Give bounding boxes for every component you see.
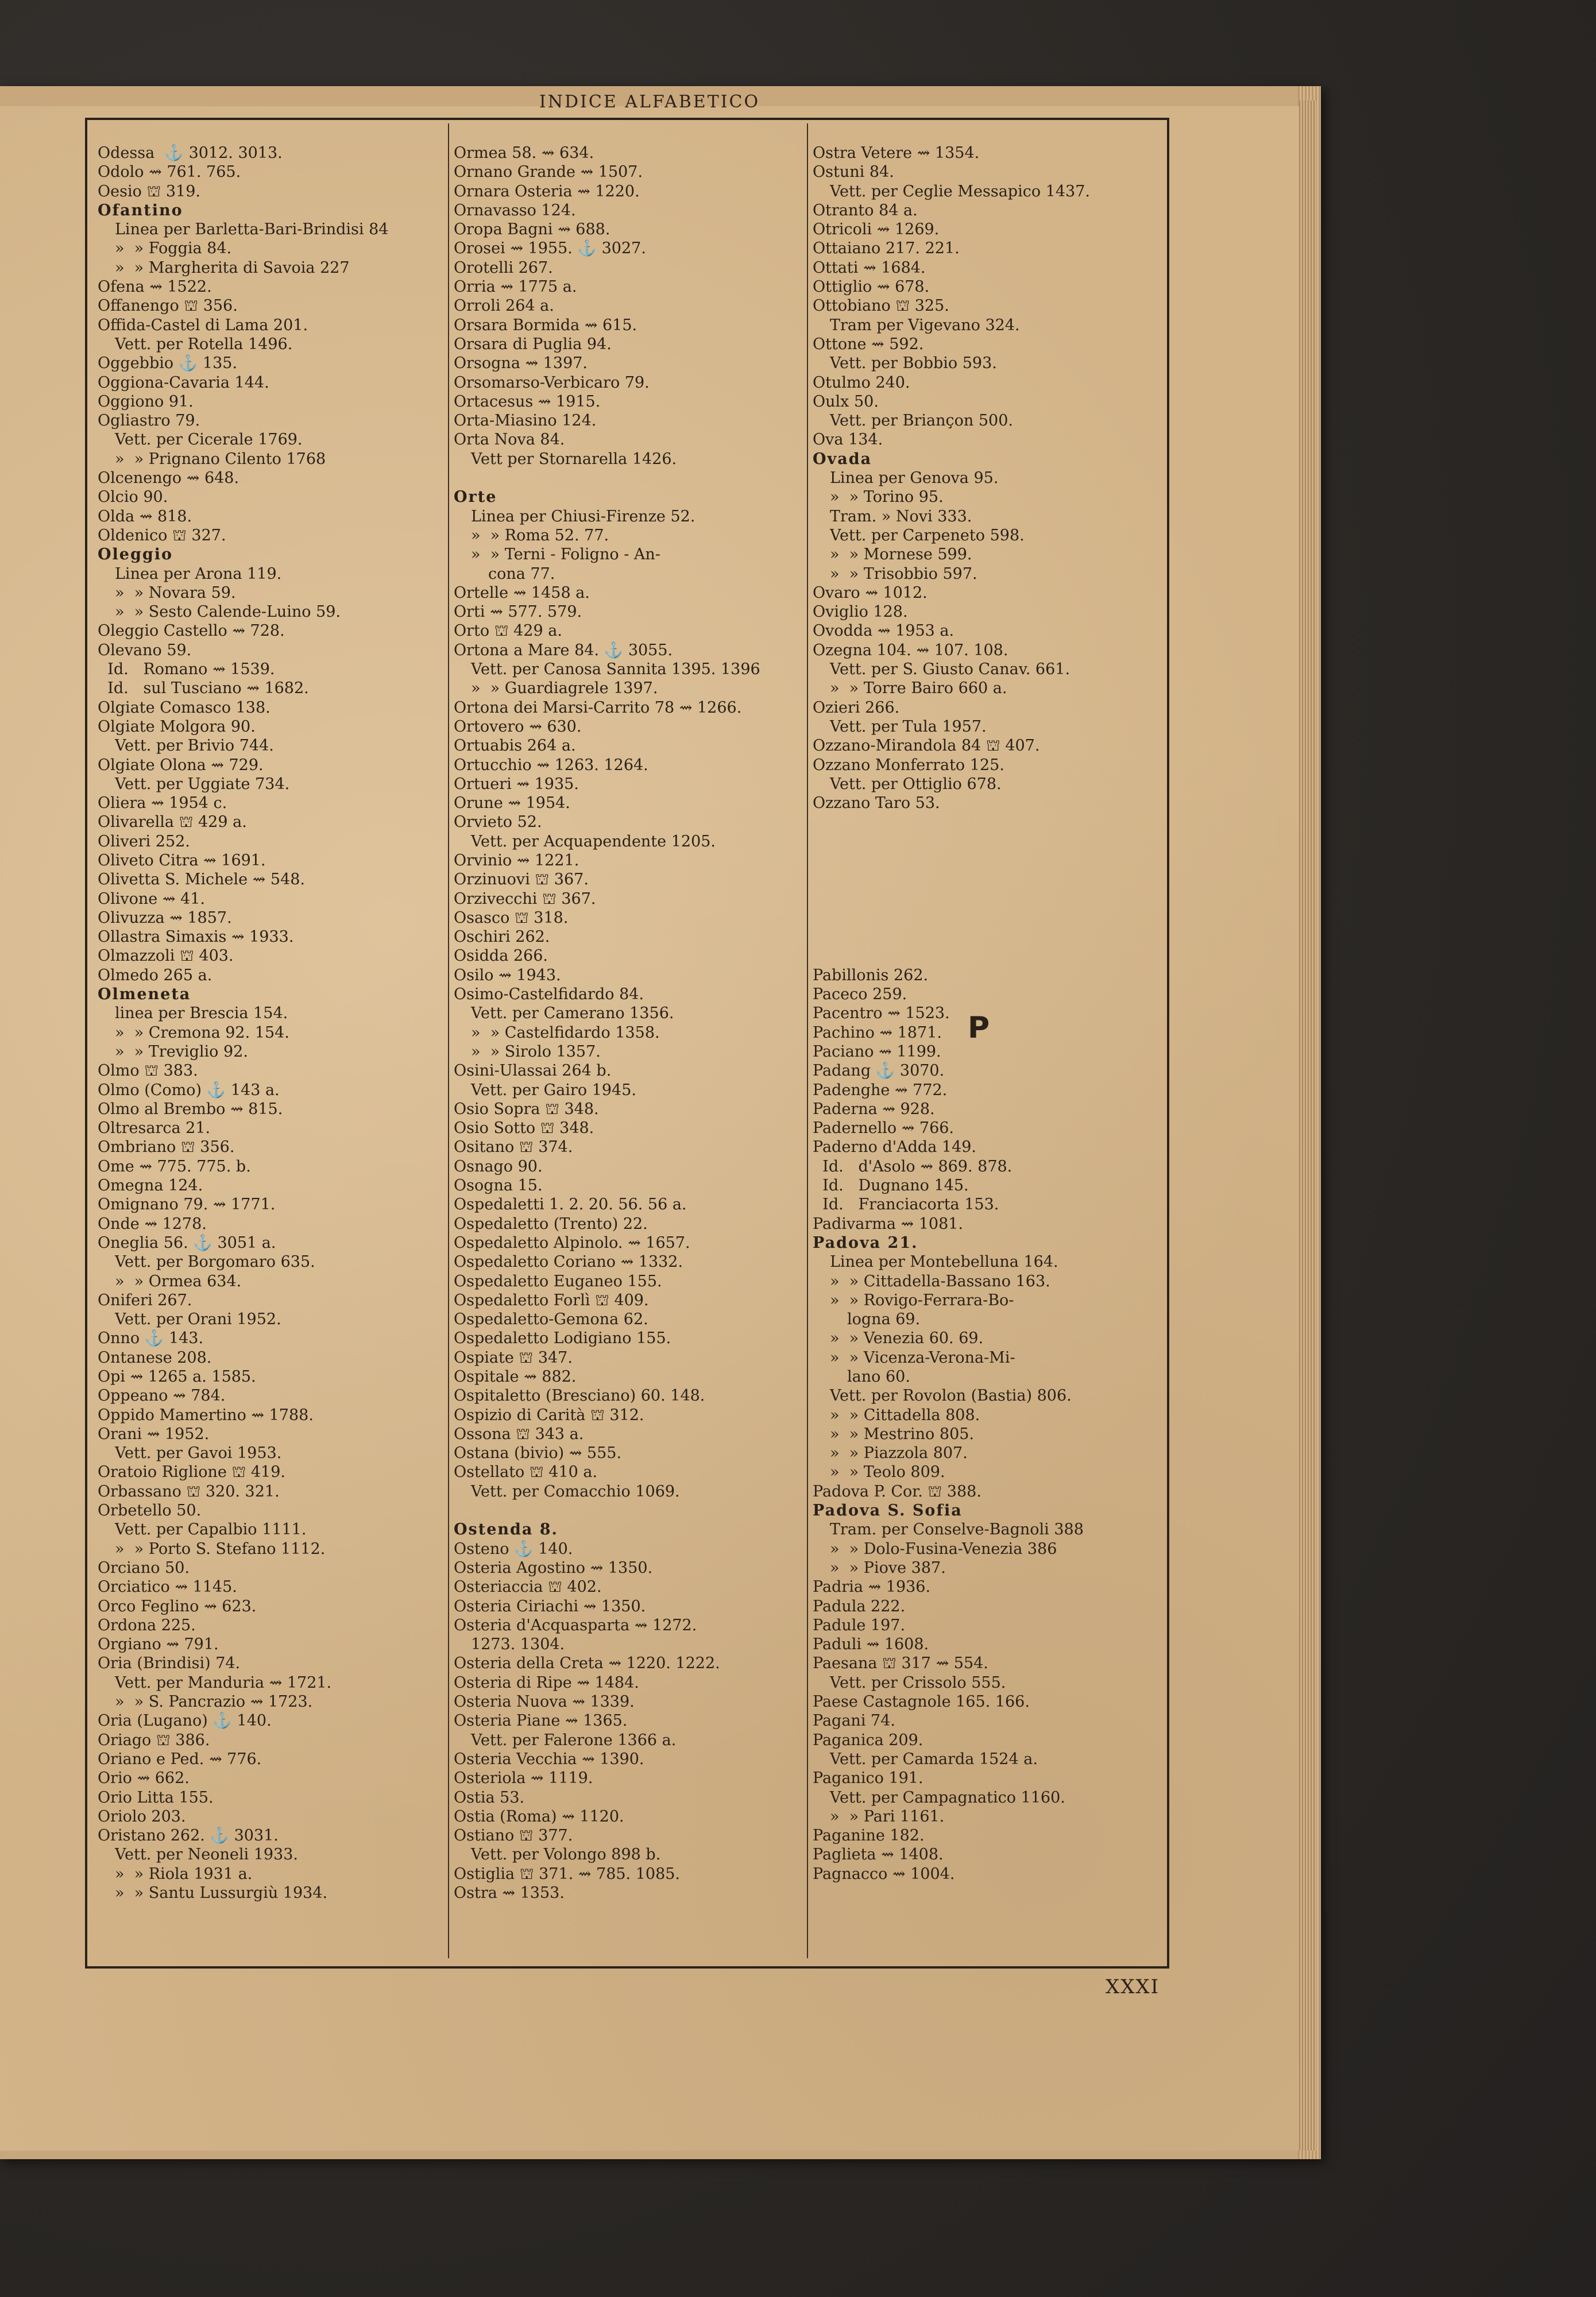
index-entry: Olevano 59. [98, 641, 192, 659]
index-entry: » » Cremona 92. 154. [115, 1023, 289, 1042]
index-entry: Oneglia 56. ⚓ 3051 a. [98, 1233, 276, 1252]
index-entry: Padenghe ⇝ 772. [813, 1081, 948, 1099]
index-entry: Orio Litta 155. [98, 1788, 214, 1807]
index-entry: linea per Brescia 154. [115, 1004, 288, 1023]
spacer [813, 813, 1157, 832]
index-entry: Oesio ⛫ 319. [98, 182, 200, 200]
spacer [813, 946, 1157, 965]
index-entry: Ostellato ⛫ 410 a. [454, 1463, 598, 1482]
heading-text: Olmeneta [98, 985, 191, 1004]
column-divider [807, 123, 808, 1958]
index-entry: Offida-Castel di Lama 201. [98, 316, 308, 334]
index-heading [813, 1233, 1157, 1252]
index-entry: Vett. per Neoneli 1933. [115, 1846, 298, 1864]
index-column-2 [454, 144, 798, 1902]
index-entry: Osasco ⛫ 318. [454, 908, 569, 927]
index-entry: Oropa Bagni ⇝ 688. [454, 221, 610, 239]
index-entry: » » Prignano Cilento 1768 [115, 450, 326, 468]
index-entry: Ova 134. [813, 431, 883, 449]
index-entry: Vett. per Crissolo 555. [830, 1673, 1006, 1692]
index-entry: Pagnacco ⇝ 1004. [813, 1865, 955, 1883]
index-entry: » » Foggia 84. [115, 239, 232, 258]
index-entry: Osilo ⇝ 1943. [454, 966, 561, 984]
index-entry: Ovodda ⇝ 1953 a. [813, 622, 954, 640]
index-entry: Vett. per Ceglie Messapico 1437. [830, 182, 1090, 200]
index-entry: Ospedaletto Alpinolo. ⇝ 1657. [454, 1233, 690, 1252]
index-column-1 [98, 144, 439, 1902]
index-entry: Oria (Brindisi) 74. [98, 1654, 241, 1673]
index-entry: Ordona 225. [98, 1616, 196, 1634]
index-entry: » » Cittadella-Bassano 163. [830, 1272, 1050, 1290]
index-entry: Orzinuovi ⛫ 367. [454, 871, 589, 889]
index-entry: » » Castelfidardo 1358. [471, 1023, 660, 1042]
index-entry: Ostiglia ⛫ 371. ⇝ 785. 1085. [454, 1865, 681, 1883]
index-entry: Ovaro ⇝ 1012. [813, 583, 928, 602]
index-entry: Ostia 53. [454, 1788, 525, 1807]
index-entry: Ortona a Mare 84. ⚓ 3055. [454, 641, 673, 659]
index-entry: Olmazzoli ⛫ 403. [98, 947, 234, 965]
index-entry: Ortelle ⇝ 1458 a. [454, 583, 590, 602]
index-entry: Padivarma ⇝ 1081. [813, 1215, 964, 1233]
index-entry: Osteria della Creta ⇝ 1220. 1222. [454, 1654, 720, 1673]
index-entry: Osio Sopra ⛫ 348. [454, 1100, 599, 1118]
index-entry: Otulmo 240. [813, 373, 910, 392]
index-entry: Osidda 266. [454, 947, 548, 965]
index-entry: Oleggio Castello ⇝ 728. [98, 622, 285, 640]
index-entry: Olivuzza ⇝ 1857. [98, 908, 232, 927]
index-entry: Oggebbio ⚓ 135. [98, 354, 238, 373]
index-entry: » » Sesto Calende-Luino 59. [115, 603, 341, 621]
index-entry: Paganico 191. [813, 1769, 923, 1788]
index-entry: Ottobiano ⛫ 325. [813, 297, 949, 315]
index-entry: Ortueri ⇝ 1935. [454, 775, 579, 793]
index-entry: Vett. per Brivio 744. [115, 737, 274, 755]
page-stack-edge [1299, 100, 1316, 2151]
index-entry: Opi ⇝ 1265 a. 1585. [98, 1368, 256, 1386]
index-entry: Paglieta ⇝ 1408. [813, 1846, 944, 1864]
index-entry: » » Trisobbio 597. [830, 564, 977, 583]
index-entry: logna 69. [847, 1310, 921, 1329]
index-entry: Ortacesus ⇝ 1915. [454, 392, 601, 411]
index-entry: Oniferi 267. [98, 1291, 192, 1309]
heading-text: Padova S. Sofia [813, 1502, 963, 1520]
index-entry: » » Roma 52. 77. [471, 526, 609, 544]
index-entry: Ossona ⛫ 343 a. [454, 1425, 584, 1443]
heading-text: Oleggio [98, 546, 173, 564]
index-entry: Ombriano ⛫ 356. [98, 1138, 235, 1157]
index-entry: Linea per Barletta-Bari-Brindisi 84 [115, 221, 389, 239]
index-entry: Oggiona-Cavaria 144. [98, 373, 269, 392]
index-entry: Orvinio ⇝ 1221. [454, 851, 579, 869]
index-entry: Otranto 84 a. [813, 201, 918, 219]
index-entry: Orta Nova 84. [454, 431, 565, 449]
index-entry: Olgiate Comasco 138. [98, 698, 270, 717]
index-entry: Ottaiano 217. 221. [813, 239, 960, 258]
index-entry: Oriago ⛫ 386. [98, 1731, 210, 1749]
index-entry: Paciano ⇝ 1199. [813, 1042, 941, 1061]
index-entry: Padova P. Cor. ⛫ 388. [813, 1482, 981, 1501]
page-header: INDICE ALFABETICO [539, 92, 760, 112]
index-entry: Vett. per Tula 1957. [830, 717, 987, 736]
index-entry: Paganine 182. [813, 1827, 925, 1845]
index-entry: Orbassano ⛫ 320. 321. [98, 1482, 280, 1501]
index-entry: Osteria d'Acquasparta ⇝ 1272. [454, 1616, 697, 1634]
index-entry: » » Vicenza-Verona-Mi- [830, 1348, 1015, 1367]
index-entry: Osteria Agostino ⇝ 1350. [454, 1559, 653, 1577]
index-entry: Vett. per Carpeneto 598. [830, 526, 1025, 544]
index-entry: Vett. per Canosa Sannita 1395. 1396 [471, 660, 760, 679]
index-entry: Oppido Mamertino ⇝ 1788. [98, 1406, 314, 1424]
index-heading [454, 1520, 798, 1539]
index-entry: Oldenico ⛫ 327. [98, 526, 226, 544]
index-entry: Odessa ⚓ 3012. 3013. [98, 144, 283, 162]
index-entry: Osteria Ciriachi ⇝ 1350. [454, 1597, 646, 1615]
index-entry: Orto ⛫ 429 a. [454, 622, 562, 640]
index-entry: Orta-Miasino 124. [454, 412, 597, 430]
index-entry: » » Teolo 809. [830, 1463, 945, 1482]
index-entry: Orciatico ⇝ 1145. [98, 1578, 237, 1596]
spacer [454, 469, 798, 488]
index-entry: Oristano 262. ⚓ 3031. [98, 1827, 279, 1845]
index-entry: Vett. per Capalbio 1111. [115, 1521, 307, 1539]
index-entry: Olcio 90. [98, 488, 168, 506]
index-entry: Linea per Chiusi-Firenze 52. [471, 507, 695, 525]
index-entry: Olmo ⛫ 383. [98, 1062, 198, 1080]
index-entry: Linea per Montebelluna 164. [830, 1253, 1058, 1271]
index-entry: Ospedaletto-Gemona 62. [454, 1310, 648, 1329]
index-entry: Osteria di Ripe ⇝ 1484. [454, 1673, 639, 1692]
index-entry: Orbetello 50. [98, 1502, 202, 1520]
index-entry: Orsara di Puglia 94. [454, 335, 612, 353]
index-entry: » » Porto S. Stefano 1112. [115, 1540, 326, 1558]
index-entry: Vett. per Volongo 898 b. [471, 1846, 661, 1864]
index-entry: » » Ormea 634. [115, 1272, 242, 1290]
index-entry: Orsomarso-Verbicaro 79. [454, 373, 650, 392]
index-entry: Ospizio di Carità ⛫ 312. [454, 1406, 644, 1424]
index-entry: Ottiglio ⇝ 678. [813, 278, 930, 296]
index-entry: Vett. per Manduria ⇝ 1721. [115, 1673, 332, 1692]
index-entry: » » Treviglio 92. [115, 1042, 248, 1061]
index-entry: Oria (Lugano) ⚓ 140. [98, 1712, 272, 1730]
index-entry: Oschiri 262. [454, 928, 550, 946]
index-entry: Osogna 15. [454, 1177, 543, 1195]
index-entry: » » Pari 1161. [830, 1807, 945, 1826]
heading-text: Ovada [813, 450, 872, 468]
index-entry: Linea per Arona 119. [115, 564, 282, 583]
index-entry: Padria ⇝ 1936. [813, 1578, 931, 1596]
index-entry: Id. Dugnano 145. [813, 1177, 969, 1195]
index-entry: Vett. per Comacchio 1069. [471, 1482, 680, 1501]
index-entry: Omegna 124. [98, 1177, 203, 1195]
spacer [454, 1501, 798, 1520]
heading-text: Ofantino [98, 201, 183, 219]
index-entry: Ospiate ⛫ 347. [454, 1348, 573, 1367]
index-entry: Vett. per S. Giusto Canav. 661. [830, 660, 1071, 679]
index-entry: Padula 222. [813, 1597, 906, 1615]
index-entry: » » Piazzola 807. [830, 1444, 968, 1463]
index-entry: Osio Sotto ⛫ 348. [454, 1119, 594, 1138]
index-entry: Osteria Piane ⇝ 1365. [454, 1712, 628, 1730]
index-entry: » » Sirolo 1357. [471, 1042, 601, 1061]
index-entry: Ortucchio ⇝ 1263. 1264. [454, 756, 648, 774]
index-entry: Vett. per Gavoi 1953. [115, 1444, 282, 1463]
section-letter: P [968, 1011, 990, 1045]
index-entry: Ospitale ⇝ 882. [454, 1368, 577, 1386]
index-entry: Paderno d'Adda 149. [813, 1138, 977, 1157]
index-entry: Ospedaletto Lodigiano 155. [454, 1329, 671, 1348]
index-entry: Ospedaletto Coriano ⇝ 1332. [454, 1253, 683, 1271]
index-entry: Vett. per Ottiglio 678. [830, 775, 1002, 793]
index-entry: Osteriola ⇝ 1119. [454, 1769, 593, 1788]
index-entry: Orio ⇝ 662. [98, 1769, 190, 1788]
index-entry: Ozzano-Mirandola 84 ⛫ 407. [813, 737, 1040, 755]
index-entry: Orune ⇝ 1954. [454, 794, 570, 813]
index-entry: Osnago 90. [454, 1157, 543, 1175]
index-entry: Ospitaletto (Bresciano) 60. 148. [454, 1387, 705, 1405]
index-entry: Olmo al Brembo ⇝ 815. [98, 1100, 283, 1118]
index-entry: Olcenengo ⇝ 648. [98, 469, 239, 488]
index-heading [98, 985, 439, 1004]
index-entry: Paderna ⇝ 928. [813, 1100, 935, 1118]
index-entry: » » Mornese 599. [830, 546, 972, 564]
index-entry: Osini-Ulassai 264 b. [454, 1062, 612, 1080]
index-entry: » » S. Pancrazio ⇝ 1723. [115, 1693, 313, 1711]
index-entry: Ozieri 266. [813, 698, 900, 717]
index-entry: Id. Franciacorta 153. [813, 1196, 999, 1214]
index-entry: Vett. per Cicerale 1769. [115, 431, 303, 449]
index-entry: Osteriaccia ⛫ 402. [454, 1578, 602, 1596]
index-entry: Ormea 58. ⇝ 634. [454, 144, 594, 162]
index-entry: Ositano ⛫ 374. [454, 1138, 573, 1157]
index-entry: Ogliastro 79. [98, 412, 200, 430]
index-entry: » » Novara 59. [115, 583, 236, 602]
index-entry: Ontanese 208. [98, 1348, 212, 1367]
spacer [813, 851, 1157, 870]
index-entry: Vett. per Bobbio 593. [830, 354, 997, 373]
index-entry: Olivarella ⛫ 429 a. [98, 813, 247, 832]
index-entry: Vett. per Camarda 1524 a. [830, 1750, 1038, 1768]
index-entry: Orsogna ⇝ 1397. [454, 354, 588, 373]
index-entry: Ozzano Monferrato 125. [813, 756, 1004, 774]
spacer [813, 908, 1157, 927]
index-entry: Olmedo 265 a. [98, 966, 212, 984]
index-entry: Ottone ⇝ 592. [813, 335, 924, 353]
index-entry: » » Riola 1931 a. [115, 1865, 253, 1883]
index-entry: Offanengo ⛫ 356. [98, 297, 238, 315]
index-entry: » » Santu Lussurgiù 1934. [115, 1884, 328, 1902]
index-entry: Vett. per Briançon 500. [830, 412, 1013, 430]
index-entry: Ospedaletto Euganeo 155. [454, 1272, 662, 1290]
index-entry: Vett. per Gairo 1945. [471, 1081, 636, 1099]
index-entry: » » Venezia 60. 69. [830, 1329, 984, 1348]
index-entry: Vett. per Rotella 1496. [115, 335, 293, 353]
index-entry: Orria ⇝ 1775 a. [454, 278, 577, 296]
index-entry: Paesana ⛫ 317 ⇝ 554. [813, 1654, 988, 1673]
index-entry: Pacentro ⇝ 1523. [813, 1004, 950, 1023]
index-entry: Ortona dei Marsi-Carrito 78 ⇝ 1266. [454, 698, 742, 717]
index-entry: Ostia (Roma) ⇝ 1120. [454, 1807, 624, 1826]
index-entry: Onno ⚓ 143. [98, 1329, 204, 1348]
index-entry: Orvieto 52. [454, 813, 542, 832]
index-entry: Ornavasso 124. [454, 201, 576, 219]
index-entry: » » Guardiagrele 1397. [471, 679, 658, 698]
index-heading [98, 201, 439, 220]
index-entry: Tram. per Conselve-Bagnoli 388 [830, 1521, 1084, 1539]
index-entry: » » Mestrino 805. [830, 1425, 975, 1443]
index-entry: Ozzano Taro 53. [813, 794, 940, 813]
index-entry: Osimo-Castelfidardo 84. [454, 985, 644, 1004]
index-entry: Ostana (bivio) ⇝ 555. [454, 1444, 622, 1463]
index-heading [98, 545, 439, 564]
index-heading [813, 450, 1157, 469]
index-entry: Oliera ⇝ 1954 c. [98, 794, 227, 813]
index-entry: Ostra ⇝ 1353. [454, 1884, 565, 1902]
index-entry: Vett. per Orani 1952. [115, 1310, 281, 1329]
index-heading [813, 1501, 1157, 1520]
index-entry: Id. d'Asolo ⇝ 869. 878. [813, 1157, 1013, 1175]
index-entry: Paese Castagnole 165. 166. [813, 1693, 1030, 1711]
index-entry: Ottati ⇝ 1684. [813, 258, 926, 277]
index-entry: Orgiano ⇝ 791. [98, 1635, 219, 1654]
spacer [813, 870, 1157, 889]
index-entry: Orco Feglino ⇝ 623. [98, 1597, 257, 1615]
index-entry: Otricoli ⇝ 1269. [813, 221, 940, 239]
index-entry: Orciano 50. [98, 1559, 190, 1577]
index-entry: Oviglio 128. [813, 603, 908, 621]
index-entry: Oriano e Ped. ⇝ 776. [98, 1750, 262, 1768]
index-entry: Oliveri 252. [98, 832, 190, 850]
index-entry: Orti ⇝ 577. 579. [454, 603, 582, 621]
index-entry: Oltresarca 21. [98, 1119, 211, 1138]
index-entry: » » Margherita di Savoia 227 [115, 258, 350, 277]
index-entry: » » Terni - Foligno - An- [471, 546, 660, 564]
index-entry: Vett. per Camerano 1356. [471, 1004, 674, 1023]
index-entry: Ornara Osteria ⇝ 1220. [454, 182, 640, 200]
page-number: XXXI [1106, 1975, 1160, 1998]
index-entry: Osteno ⚓ 140. [454, 1540, 573, 1558]
index-entry: Osteria Vecchia ⇝ 1390. [454, 1750, 644, 1768]
index-entry: » » Piove 387. [830, 1559, 946, 1577]
index-entry: Paduli ⇝ 1608. [813, 1635, 929, 1654]
index-entry: Oriolo 203. [98, 1807, 186, 1826]
index-entry: Id. sul Tusciano ⇝ 1682. [98, 679, 309, 698]
index-entry: » » Torino 95. [830, 488, 944, 506]
index-entry: Padule 197. [813, 1616, 906, 1634]
index-entry: Padernello ⇝ 766. [813, 1119, 954, 1138]
index-entry: Orroli 264 a. [454, 297, 554, 315]
index-entry: Olgiate Molgora 90. [98, 717, 256, 736]
heading-text: Ostenda 8. [454, 1521, 558, 1539]
index-entry: Linea per Genova 95. [830, 469, 999, 488]
index-entry: Olmo (Como) ⚓ 143 a. [98, 1081, 280, 1099]
index-entry: Vett. per Rovolon (Bastia) 806. [830, 1387, 1072, 1405]
index-entry: Ospedaletto Forlì ⛫ 409. [454, 1291, 649, 1309]
index-entry: Onde ⇝ 1278. [98, 1215, 207, 1233]
index-entry: » » Cittadella 808. [830, 1406, 980, 1424]
index-entry: Vett per Stornarella 1426. [471, 450, 677, 468]
index-entry: Pachino ⇝ 1871. [813, 1023, 942, 1042]
index-entry: Olgiate Olona ⇝ 729. [98, 756, 264, 774]
index-entry: Ospedaletti 1. 2. 20. 56. 56 a. [454, 1196, 687, 1214]
index-entry: Osteria Nuova ⇝ 1339. [454, 1693, 635, 1711]
index-entry: Orzivecchi ⛫ 367. [454, 890, 596, 908]
index-entry: » » Torre Bairo 660 a. [830, 679, 1007, 698]
index-entry: Orsara Bormida ⇝ 615. [454, 316, 637, 334]
index-entry: Pagani 74. [813, 1712, 895, 1730]
index-entry: » » Dolo-Fusina-Venezia 386 [830, 1540, 1057, 1558]
index-entry: Ome ⇝ 775. 775. b. [98, 1157, 251, 1175]
index-entry: 1273. 1304. [471, 1635, 565, 1654]
index-entry: Ortuabis 264 a. [454, 737, 576, 755]
column-divider [448, 123, 449, 1958]
index-entry: » » Rovigo-Ferrara-Bo- [830, 1291, 1014, 1309]
index-entry: lano 60. [847, 1368, 910, 1386]
index-entry: Olda ⇝ 818. [98, 507, 192, 525]
index-entry: Ostiano ⛫ 377. [454, 1827, 573, 1845]
index-entry: Padang ⚓ 3070. [813, 1062, 945, 1080]
index-entry: Id. Romano ⇝ 1539. [98, 660, 275, 679]
index-entry: Oratoio Riglione ⛫ 419. [98, 1463, 285, 1482]
index-entry: Ostuni 84. [813, 163, 894, 181]
index-entry: Vett. per Falerone 1366 a. [471, 1731, 677, 1749]
spacer [813, 927, 1157, 946]
index-entry: Vett. per Borgomaro 635. [115, 1253, 315, 1271]
index-entry: Olivone ⇝ 41. [98, 890, 206, 908]
index-entry: Ospedaletto (Trento) 22. [454, 1215, 648, 1233]
index-entry: Oliveto Citra ⇝ 1691. [98, 851, 266, 869]
index-entry: Olivetta S. Michele ⇝ 548. [98, 871, 306, 889]
index-entry: Ostra Vetere ⇝ 1354. [813, 144, 980, 162]
spacer [813, 890, 1157, 908]
index-entry: Ornano Grande ⇝ 1507. [454, 163, 643, 181]
index-entry: Pabillonis 262. [813, 966, 929, 984]
index-entry: Vett. per Campagnatico 1160. [830, 1788, 1065, 1807]
index-entry: Orosei ⇝ 1955. ⚓ 3027. [454, 239, 646, 258]
index-entry: Orani ⇝ 1952. [98, 1425, 210, 1443]
index-entry: Ollastra Simaxis ⇝ 1933. [98, 928, 294, 946]
index-entry: Oppeano ⇝ 784. [98, 1387, 226, 1405]
index-entry: Odolo ⇝ 761. 765. [98, 163, 241, 181]
index-entry: Omignano 79. ⇝ 1771. [98, 1196, 276, 1214]
index-entry: Ortovero ⇝ 630. [454, 717, 582, 736]
heading-text: Orte [454, 488, 497, 506]
index-entry: Paganica 209. [813, 1731, 923, 1749]
index-entry: Vett. per Uggiate 734. [115, 775, 290, 793]
index-entry: Orotelli 267. [454, 258, 553, 277]
index-heading [454, 488, 798, 506]
index-entry: Oggiono 91. [98, 392, 194, 411]
index-entry: Ofena ⇝ 1522. [98, 278, 212, 296]
index-entry: Paceco 259. [813, 985, 907, 1004]
index-entry: Oulx 50. [813, 392, 879, 411]
index-entry: Tram per Vigevano 324. [830, 316, 1020, 334]
index-entry: cona 77. [488, 564, 555, 583]
index-entry: Vett. per Acquapendente 1205. [471, 832, 716, 850]
heading-text: Padova 21. [813, 1233, 918, 1252]
spacer [813, 832, 1157, 851]
index-entry: Ozegna 104. ⇝ 107. 108. [813, 641, 1008, 659]
index-entry: Tram. » Novi 333. [830, 507, 972, 525]
